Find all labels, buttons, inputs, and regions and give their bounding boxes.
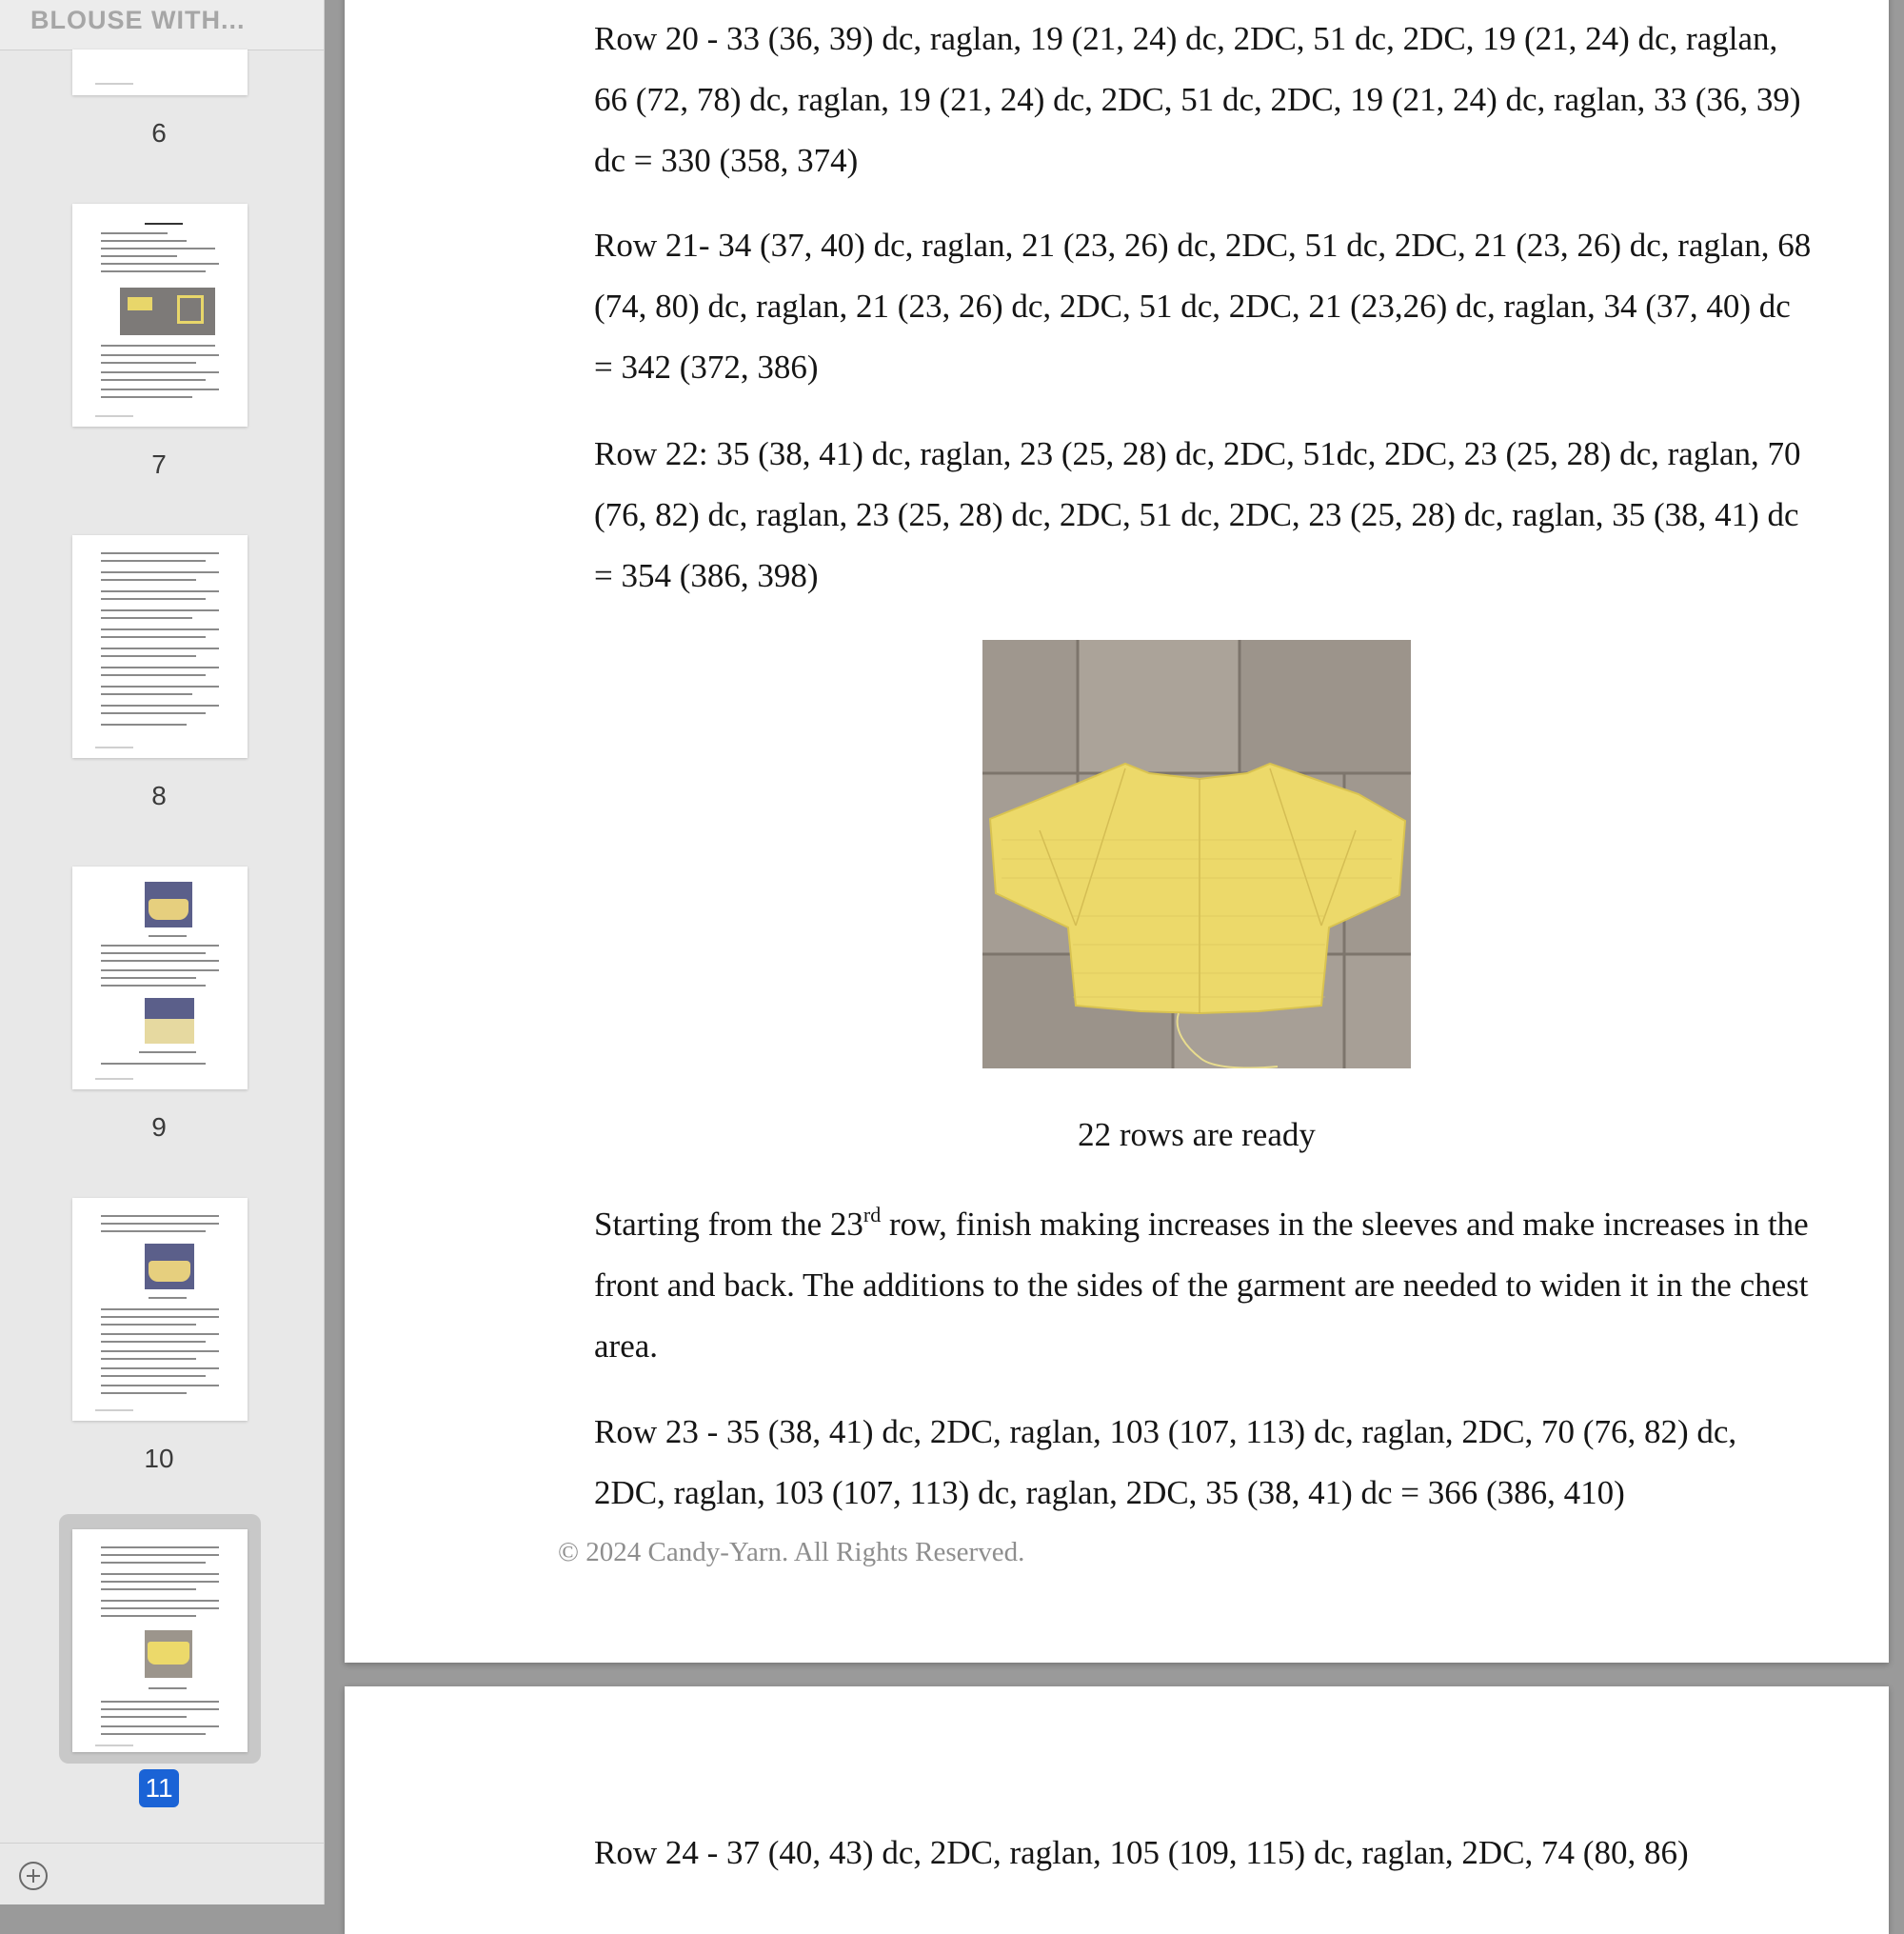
copyright-footer: © 2024 Candy-Yarn. All Rights Reserved. [558,1537,1025,1567]
blouse-progress-photo [982,640,1411,1068]
row-20-text: Row 20 - 33 (36, 39) dc, raglan, 19 (21, 24) dc, 2DC, 51 dc, 2DC, 19 (21, 24) dc, raglan, 66 (72, 78) dc, raglan, 19 (21, 24) dc, 2DC, 51 dc, 2DC, 19 (21, 24) dc, raglan, 33 (36, 39) dc = 330 (358, 374) [594,20,1801,179]
sidebar-header [0,0,324,50]
page-thumbnail-8[interactable] [72,535,248,758]
page-thumbnail-11[interactable] [72,1529,248,1752]
sidebar-footer [0,1843,324,1904]
document-title: BLOUSE WITH... [30,6,246,34]
row-21-text: Row 21- 34 (37, 40) dc, raglan, 21 (23, 26) dc, 2DC, 51 dc, 2DC, 21 (23, 26) dc, raglan, 68 (74, 80) dc, raglan, 21 (23, 26) dc, 2DC, 51 dc, 2DC, 21 (23,26) dc, raglan, 34 (37, 40) dc = 342 (372, 386) [594,227,1812,386]
row-24-text: Row 24 - 37 (40, 43) dc, 2DC, raglan, 105 (109, 115) dc, raglan, 2DC, 74 (80, 86) [594,1834,1689,1871]
row-23-text: Row 23 - 35 (38, 41) dc, 2DC, raglan, 103 (107, 113) dc, raglan, 2DC, 70 (76, 82) dc, 2DC, raglan, 103 (107, 113) dc, raglan, 2DC, 35 (38, 41) dc = 366 (386, 410) [594,1413,1737,1511]
page-number-label: 6 [151,118,167,148]
paragraph-text-start: Starting from the 23 [594,1206,863,1243]
thumbnail-sidebar [0,0,325,1904]
plus-circle-icon[interactable] [19,1862,48,1890]
page-thumbnail-9[interactable] [72,867,248,1089]
row-22-text: Row 22: 35 (38, 41) dc, raglan, 23 (25, 28) dc, 2DC, 51dc, 2DC, 23 (25, 28) dc, raglan, 70 (76, 82) dc, raglan, 23 (25, 28) dc, 2DC, 51 dc, 2DC, 23 (25, 28) dc, raglan, 35 (38, 41) dc = 354 (386, 398) [594,435,1801,594]
paragraph-text-end: row, finish making increases in the sleeves and make increases in the front and back. The additions to the sides of the garment are needed to widen it in the chest area. [594,1206,1809,1365]
page-thumbnail-7[interactable] [72,204,248,427]
increase-instructions-paragraph [594,1194,1813,1377]
photo-caption: 22 rows are ready [1078,1116,1316,1153]
page-number-label: 7 [151,449,167,479]
page-number-label-selected: 11 [139,1769,179,1807]
page-number-label: 8 [151,781,167,810]
page-number-label: 9 [151,1112,167,1142]
next-document-page [345,1686,1889,1934]
ordinal-suffix: rd [863,1203,882,1226]
page-thumbnail-10[interactable] [72,1198,248,1421]
page-number-label: 10 [144,1444,174,1473]
page-thumbnail-6[interactable] [72,50,248,95]
